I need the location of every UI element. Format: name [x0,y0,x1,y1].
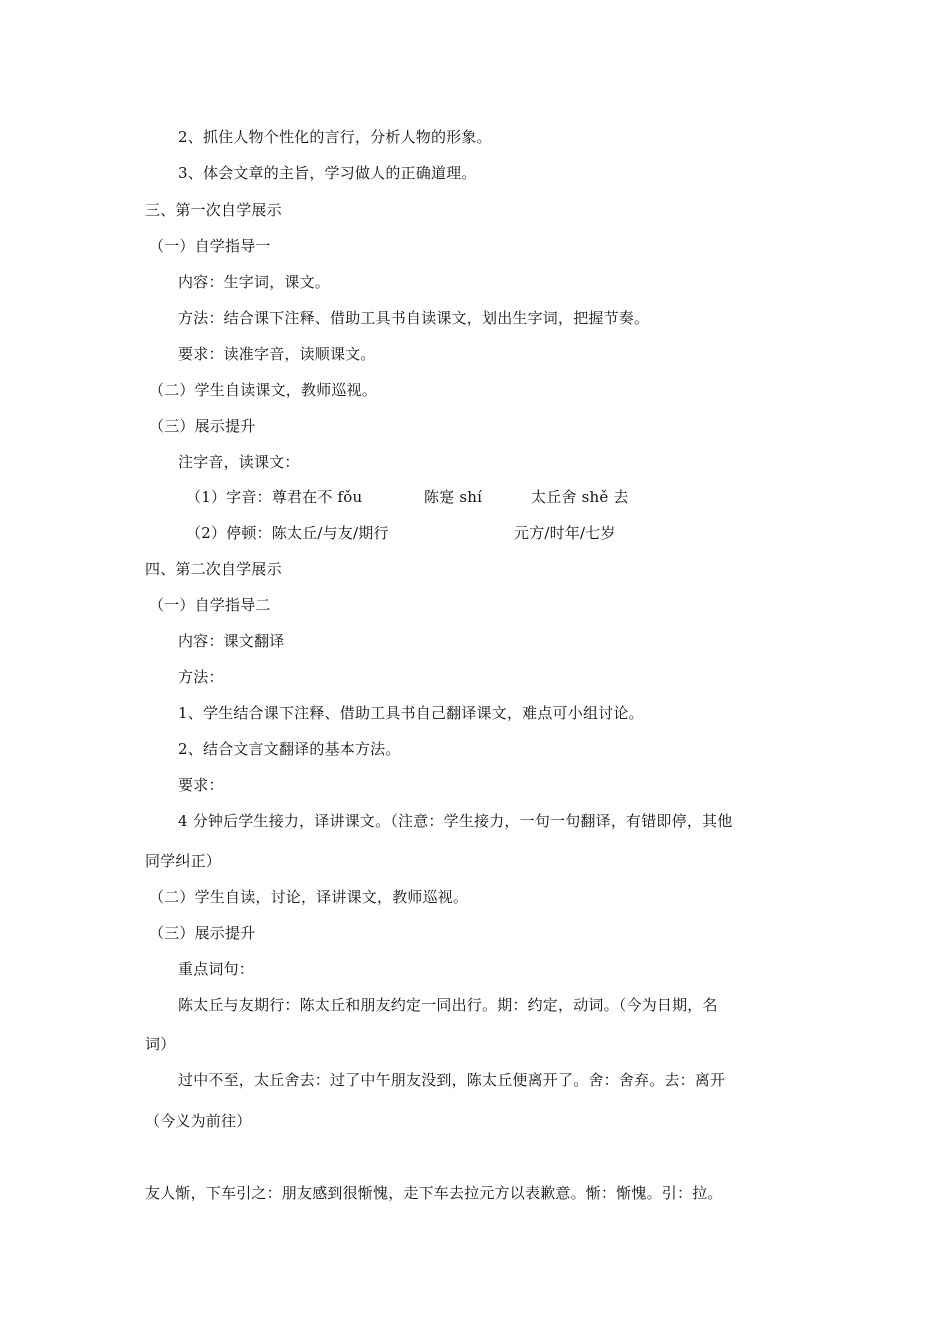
subheading-show: （三）展示提升 [149,417,256,435]
pause-1: （2）停顿：陈太丘/与友/期行 [186,524,389,542]
requirement-line: 要求：读准字音，读顺课文。 [178,345,376,363]
subheading-guide-1: （一）自学指导一 [149,237,271,255]
key-phrases-label: 重点词句： [178,960,255,978]
phrase-3: 友人惭，下车引之：朋友感到很惭愧，走下车去拉元方以表歉意。惭：惭愧。引：拉。 [145,1184,723,1202]
content-line-2: 内容：课文翻译 [178,632,285,650]
requirement-label: 要求： [178,776,224,794]
subheading-show-2: （三）展示提升 [149,924,256,942]
pronunciation-2: 陈寔 shí [424,488,483,506]
method-item-1: 1、学生结合课下注释、借助工具书自己翻译课文，难点可小组讨论。 [178,704,644,722]
phonetic-intro: 注字音，读课文： [178,453,300,471]
method-line: 方法：结合课下注释、借助工具书自读课文，划出生字词，把握节奏。 [178,309,650,327]
content-line: 内容：生字词，课文。 [178,273,331,291]
method-label: 方法： [178,668,224,686]
phrase-2: 过中不至，太丘舍去：过了中午朋友没到，陈太丘便离开了。舍：舍弃。去：离开 [178,1071,726,1089]
section-heading-3: 三、第一次自学展示 [145,201,282,219]
objective-3: 3、体会文章的主旨，学习做人的正确道理。 [178,164,477,182]
pause-2: 元方/时年/七岁 [514,524,616,542]
subheading-guide-2: （一）自学指导二 [149,596,271,614]
requirement-text-cont: 同学纠正） [145,852,222,870]
objective-2: 2、抓住人物个性化的言行，分析人物的形象。 [178,128,492,146]
pronunciation-3: 太丘舍 shě 去 [531,488,629,506]
method-item-2: 2、结合文言文翻译的基本方法。 [178,740,401,758]
phrase-1: 陈太丘与友期行：陈太丘和朋友约定一同出行。期：约定，动词。（今为日期，名 [178,996,718,1014]
pronunciation-1: （1）字音：尊君在不 fǒu [186,488,363,506]
section-heading-4: 四、第二次自学展示 [145,560,282,578]
subheading-self-read: （二）学生自读课文，教师巡视。 [149,381,378,399]
requirement-text: 4 分钟后学生接力，译讲课文。（注意：学生接力，一句一句翻译，有错即停，其他 [178,812,733,830]
phrase-1-cont: 词） [145,1035,176,1053]
subheading-discuss: （二）学生自读，讨论，译讲课文，教师巡视。 [149,888,469,906]
phrase-2-cont: （今义为前往） [145,1112,252,1130]
